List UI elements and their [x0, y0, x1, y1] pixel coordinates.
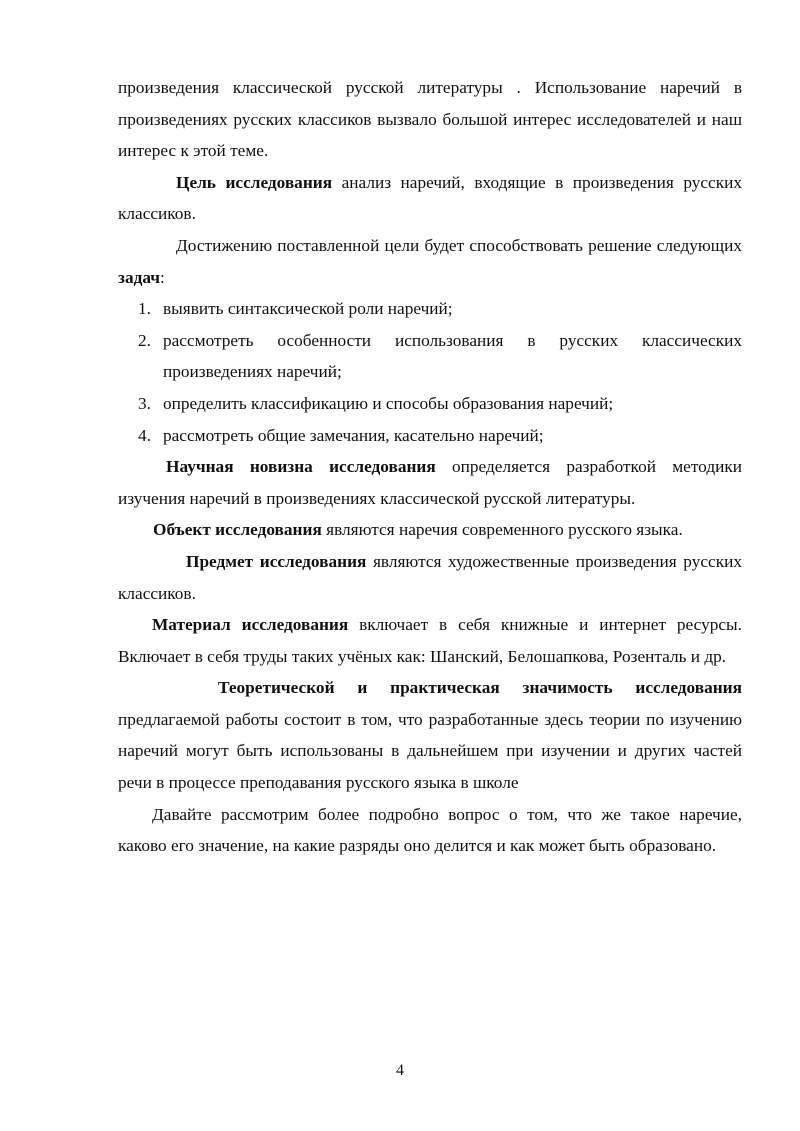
list-item — [118, 420, 742, 452]
list-item-number: 3. — [138, 393, 151, 413]
list-item — [118, 388, 742, 420]
research-goal-heading: Цель исследования — [176, 172, 333, 192]
list-item-number: 4. — [138, 425, 151, 445]
page-number: 4 — [396, 1062, 404, 1079]
tasks-list — [118, 293, 742, 451]
intro-paragraph: произведения классической русской литературы . Использование наречий в произведениях русских классиков вызвало большой интерес исследователей и наш интерес к этой теме. — [118, 78, 742, 161]
significance-text: предлагаемой работы состоит в том, что разработанные здесь теории по изучению наречий могут быть использованы в дальнейшем при изучении и других частей речи в процессе преподавания русского языка в школе — [118, 709, 742, 793]
tasks-colon: : — [160, 267, 165, 287]
significance-heading: Теоретической и практическая значимость исследования — [218, 678, 742, 698]
list-item-number: 1. — [138, 299, 151, 319]
list-item-text: рассмотреть общие замечания, касательно наречий; — [163, 425, 544, 445]
list-item — [118, 293, 742, 325]
tasks-intro-paragraph — [118, 230, 742, 293]
list-item-text: рассмотреть особенности использования в русских классических произведениях наречий; — [163, 330, 742, 382]
subject-heading: Предмет исследования — [186, 551, 367, 571]
subject-paragraph — [118, 546, 742, 609]
list-item-text: выявить синтаксической роли наречий; — [163, 299, 453, 319]
object-heading: Объект исследования — [153, 520, 322, 540]
material-text: включает в себя книжные и интернет ресурсы. Включает в себя труды таких учёных как: Шанский, Белошапкова, Розенталь и др. — [118, 615, 742, 666]
research-goal-text: анализ наречий, входящие в произведения русских классиков. — [118, 172, 743, 224]
document-page — [118, 72, 742, 862]
tasks-intro-text: Достижению поставленной цели будет способствовать решение следующих — [176, 235, 742, 255]
list-item-text: определить классификацию и способы образования наречий; — [163, 393, 614, 413]
list-item-number: 2. — [138, 330, 151, 350]
closing-paragraph: Давайте рассмотрим более подробно вопрос о том, что же такое наречие, каково его значение, на какие разряды оно делится и как может быть образовано. — [118, 804, 742, 856]
list-item — [118, 325, 742, 388]
research-goal-paragraph — [118, 167, 742, 230]
tasks-heading: задач — [118, 267, 161, 287]
novelty-text: определяется разработкой методики изучения наречий в произведениях классической русской литературы. — [118, 457, 743, 508]
novelty-paragraph — [118, 451, 742, 514]
significance-paragraph — [118, 672, 742, 798]
material-paragraph — [118, 609, 742, 672]
subject-text: являются художественные произведения русских классиков. — [118, 551, 742, 603]
novelty-heading: Научная новизна исследования — [166, 457, 436, 477]
object-paragraph — [118, 514, 742, 546]
material-heading: Материал исследования — [152, 615, 349, 635]
object-text: являются наречия современного русского языка. — [321, 520, 683, 540]
